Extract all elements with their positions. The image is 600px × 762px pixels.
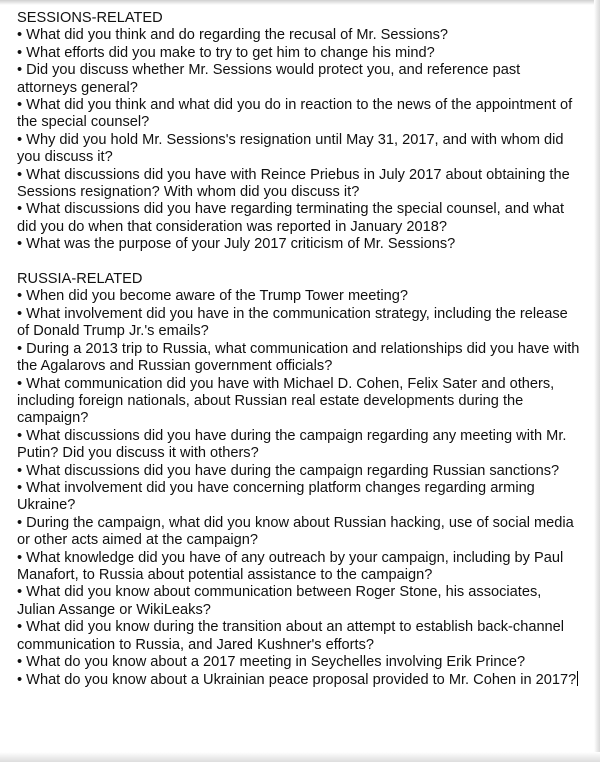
question-item: • When did you become aware of the Trump Tower meeting?: [17, 288, 582, 305]
last-question-text: What do you know about a Ukrainian peace proposal provided to Mr. Cohen in 2017?: [26, 672, 577, 689]
question-item: • What discussions did you have during the campaign regarding any meeting with Mr. Putin? Did you discuss it with others?: [17, 428, 582, 463]
sessions-heading: SESSIONS-RELATED: [17, 10, 163, 26]
sessions-section: [17, 10, 582, 254]
page-bottom-shadow: [0, 752, 600, 762]
question-item-last[interactable]: [17, 671, 582, 689]
question-item: • What did you think and do regarding the recusal of Mr. Sessions?: [17, 27, 582, 44]
russia-heading: RUSSIA-RELATED: [17, 271, 143, 288]
question-item: • Why did you hold Mr. Sessions's resignation until May 31, 2017, and with whom did you discuss it?: [17, 132, 582, 167]
question-item: • During a 2013 trip to Russia, what communication and relationships did you have with the Agalarovs and Russian government officials?: [17, 341, 582, 376]
question-item: • What knowledge did you have of any outreach by your campaign, including by Paul Manafort, to Russia about potential assistance to the campaign?: [17, 550, 582, 585]
question-item: • What did you think and what did you do in reaction to the news of the appointment of the special counsel?: [17, 97, 582, 132]
sessions-question-list: [17, 27, 582, 253]
question-item: • What did you know during the transition about an attempt to establish back-channel communication to Russia, and Jared Kushner's efforts?: [17, 619, 582, 654]
question-item: • What discussions did you have regarding terminating the special counsel, and what did you do when that consideration was reported in January 2018?: [17, 201, 582, 236]
question-item: • What discussions did you have during the campaign regarding Russian sanctions?: [17, 463, 582, 480]
question-item: • What discussions did you have with Reince Priebus in July 2017 about obtaining the Sessions resignation? With whom did you discuss it?: [17, 167, 582, 202]
question-item: • What involvement did you have in the communication strategy, including the release of Donald Trump Jr.'s emails?: [17, 306, 582, 341]
text-cursor: [577, 671, 578, 686]
page-top-shadow: [0, 0, 600, 5]
question-item: • During the campaign, what did you know about Russian hacking, use of social media or other acts aimed at the campaign?: [17, 515, 582, 550]
section-spacer: [17, 254, 582, 271]
question-item: • Did you discuss whether Mr. Sessions would protect you, and reference past attorneys general?: [17, 62, 582, 97]
question-item: • What communication did you have with Michael D. Cohen, Felix Sater and others, including foreign nationals, about Russian real estate developments during the campaign?: [17, 376, 582, 428]
page-right-shadow: [594, 0, 600, 762]
question-item: • What involvement did you have concerning platform changes regarding arming Ukraine?: [17, 480, 582, 515]
question-item: • What was the purpose of your July 2017 criticism of Mr. Sessions?: [17, 236, 582, 253]
russia-section: [17, 271, 582, 690]
question-item: • What did you know about communication between Roger Stone, his associates, Julian Assange or WikiLeaks?: [17, 584, 582, 619]
russia-question-list: [17, 288, 582, 689]
question-item: • What do you know about a 2017 meeting in Seychelles involving Erik Prince?: [17, 654, 582, 671]
question-item: • What efforts did you make to try to get him to change his mind?: [17, 45, 582, 62]
document-page: [17, 10, 582, 690]
